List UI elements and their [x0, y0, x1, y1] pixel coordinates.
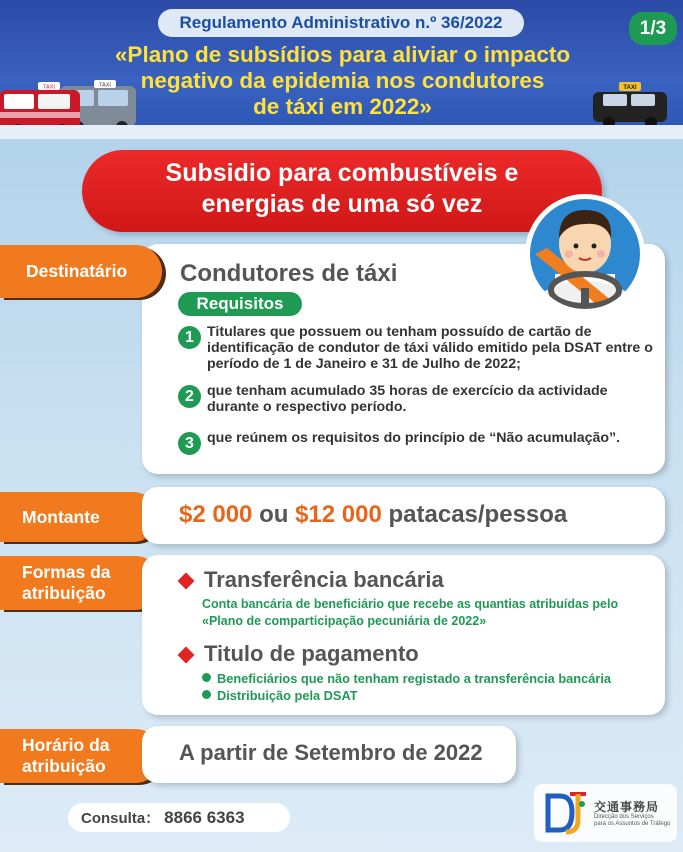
- plan-title: [80, 42, 605, 120]
- requisitos-pill: Requisitos: [178, 292, 302, 316]
- diamond-bullet-icon: [178, 573, 195, 590]
- label-formas-line2: atribuição: [22, 583, 106, 603]
- label-horario-line1: Horário da: [22, 735, 110, 755]
- montante-card: [142, 487, 665, 544]
- consulta-pill: [68, 803, 290, 832]
- dot-bullet-icon: [202, 673, 211, 682]
- amount-or: ou: [252, 501, 296, 528]
- dsat-logo-icon: [542, 790, 590, 836]
- dot-bullet-icon: [202, 690, 211, 699]
- requirement-text: Titulares que possuem ou tenham possuído de cartão de identificação de condutor de táxi válido emitido pela DSAT entre o período de 1 de Janeiro e 31 de Julho de 2022;: [207, 324, 653, 372]
- horario-card: [142, 726, 516, 783]
- bullet-text: Beneficiários que não tenham registado a transferência bancária: [217, 671, 611, 686]
- dsat-logo-pt-line1: Direcção dos Serviços: [594, 814, 654, 820]
- regulation-pill: Regulamento Administrativo n.º 36/2022: [158, 9, 524, 37]
- method1-note: Conta bancária de beneficiário que recebe as quantias atribuídas pelo «Plano de comparticipação pecuniária de 2022»: [202, 597, 619, 628]
- amount-unit: patacas/pessoa: [381, 501, 568, 528]
- requirement-number: 3: [178, 432, 201, 455]
- requirement-text: que reúnem os requisitos do princípio de “Não acumulação”.: [207, 430, 621, 446]
- destinatario-title: Condutores de táxi: [180, 260, 398, 287]
- banner-line2: energias de uma só vez: [201, 190, 483, 218]
- formas-card: [142, 555, 665, 715]
- amount-high: $12 000: [295, 501, 382, 528]
- banner-line1: Subsidio para combustíveis e: [165, 159, 519, 187]
- bullet-text: Distribuição pela DSAT: [217, 688, 358, 703]
- label-horario: [0, 729, 162, 783]
- amount-low: $2 000: [179, 501, 253, 528]
- dsat-logo-chinese: 交通事務局: [594, 800, 660, 814]
- label-horario-line2: atribuição: [22, 756, 106, 776]
- header-divider: [0, 125, 683, 139]
- requirement-number: 1: [178, 326, 201, 349]
- consulta-phone: 8866 6363: [164, 808, 245, 827]
- plan-title-line2: negativo da epidemia nos condutores: [140, 68, 545, 93]
- bullet-item: [202, 688, 358, 704]
- requirement-text: que tenham acumulado 35 horas de exercício da actividade durante o respectivo período.: [207, 383, 608, 415]
- label-montante: Montante: [0, 492, 158, 542]
- method-title: Transferência bancária: [204, 567, 444, 592]
- plan-title-line1: «Plano de subsídios para aliviar o impacto: [114, 42, 571, 67]
- plan-title-line3: de táxi em 2022»: [253, 94, 432, 119]
- page-indicator: 1/3: [629, 12, 677, 45]
- taxi-sign-text: TAXI: [43, 84, 55, 91]
- dsat-logo-pt-line2: para os Assuntos de Tráfego: [594, 821, 671, 827]
- consulta-label: Consulta：: [81, 810, 161, 827]
- bullet-item: [202, 671, 611, 687]
- taxis-illustration-left: [0, 72, 140, 132]
- taxi-sign-text: TAXI: [623, 85, 637, 91]
- taxi-sign-text: TAXI: [99, 82, 111, 89]
- method-title: Titulo de pagamento: [204, 641, 419, 666]
- requirement-number: 2: [178, 385, 201, 408]
- label-formas-line1: Formas da: [22, 562, 111, 582]
- taxi-driver-illustration: [523, 192, 647, 316]
- dsat-logo: [534, 784, 677, 842]
- label-destinatario: Destinatário: [0, 245, 162, 298]
- schedule-text: A partir de Setembro de 2022: [179, 740, 483, 765]
- diamond-bullet-icon: [178, 647, 195, 664]
- label-formas: [0, 556, 162, 610]
- amount-text: [179, 501, 567, 529]
- header: [0, 0, 683, 133]
- taxi-illustration-right: [589, 78, 671, 130]
- dsat-logo-portuguese: [594, 814, 674, 828]
